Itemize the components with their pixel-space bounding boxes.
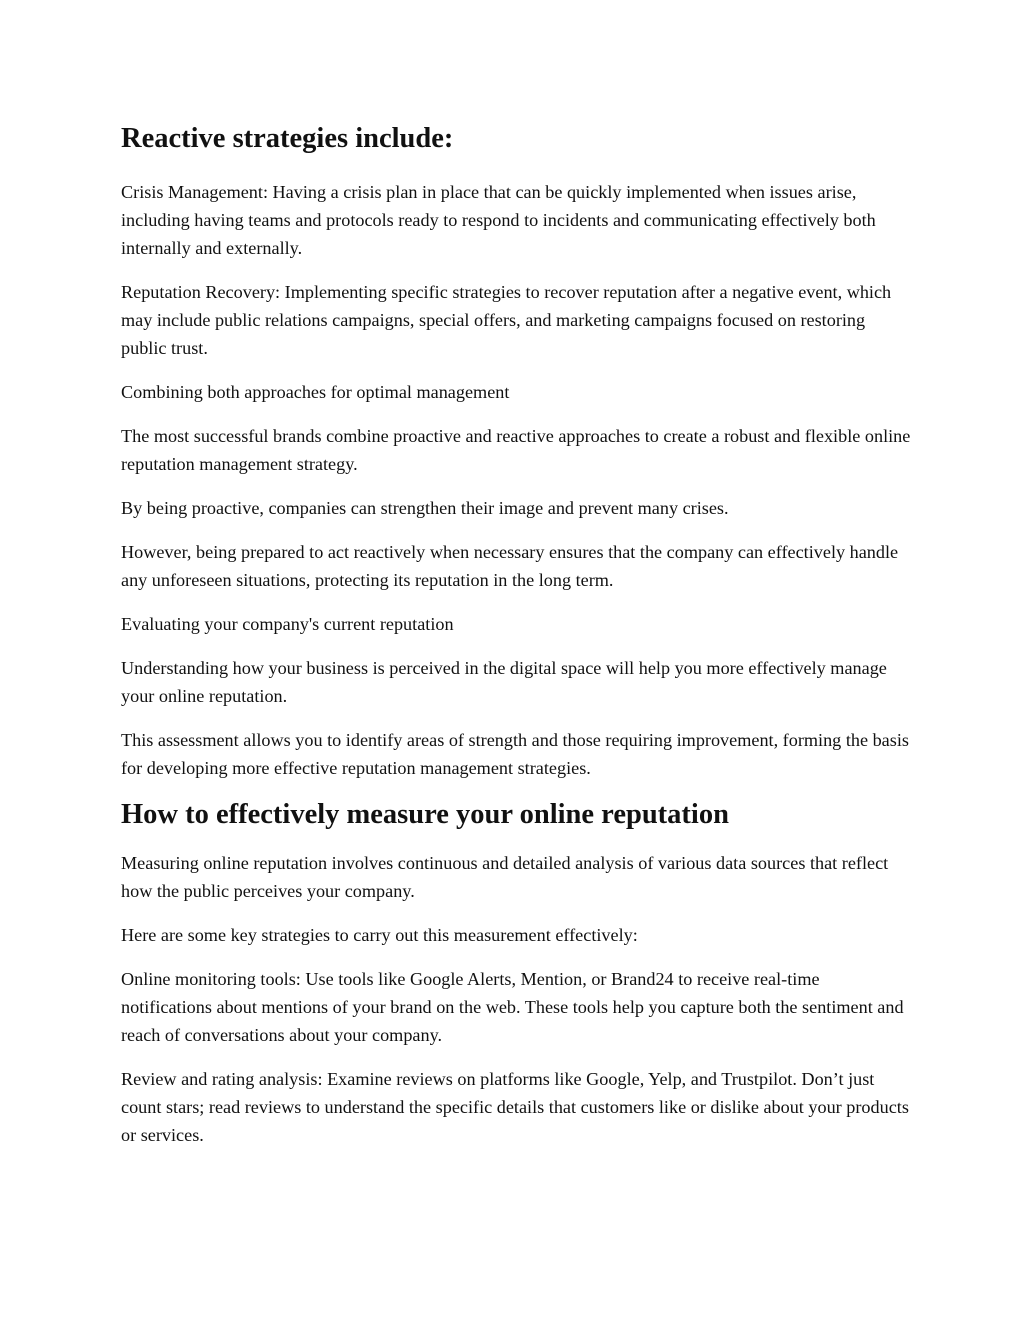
section-heading-reactive-strategies: Reactive strategies include: [121,123,454,154]
paragraph-being-proactive: By being proactive, companies can strengthen their image and prevent many crises. [121,498,729,518]
paragraph-combining-approaches: Combining both approaches for optimal management [121,382,510,402]
paragraph-review-analysis: Review and rating analysis: Examine reviews on platforms like Google, Yelp, and Trustpilot. Don’t just count stars; read reviews to understand the specific details that customers like or dislike about your products or services. [121,1069,909,1145]
section-heading-measure-reputation: How to effectively measure your online reputation [121,799,729,830]
document-page [121,120,911,1165]
paragraph-understanding-perception: Understanding how your business is perceived in the digital space will help you more effectively manage your online reputation. [121,658,887,706]
paragraph-measuring-reputation: Measuring online reputation involves continuous and detailed analysis of various data sources that reflect how the public perceives your company. [121,853,889,901]
paragraph-successful-brands: The most successful brands combine proactive and reactive approaches to create a robust and flexible online reputation management strategy. [121,426,911,474]
paragraph-act-reactively: However, being prepared to act reactively when necessary ensures that the company can effectively handle any unforeseen situations, protecting its reputation in the long term. [121,542,899,590]
paragraph-evaluating-reputation: Evaluating your company's current reputation [121,614,454,634]
paragraph-reputation-recovery: Reputation Recovery: Implementing specific strategies to recover reputation after a negative event, which may include public relations campaigns, special offers, and marketing campaigns focused on restoring public trust. [121,282,892,358]
paragraph-key-strategies: Here are some key strategies to carry out this measurement effectively: [121,925,638,945]
paragraph-crisis-management: Crisis Management: Having a crisis plan in place that can be quickly implemented when issues arise, including having teams and protocols ready to respond to incidents and communicating effectively both internally and externally. [121,182,876,258]
paragraph-assessment: This assessment allows you to identify areas of strength and those requiring improvement, forming the basis for developing more effective reputation management strategies. [121,730,909,778]
paragraph-monitoring-tools: Online monitoring tools: Use tools like Google Alerts, Mention, or Brand24 to receive real-time notifications about mentions of your brand on the web. These tools help you capture both the sentiment and reach of conversations about your company. [121,969,904,1045]
